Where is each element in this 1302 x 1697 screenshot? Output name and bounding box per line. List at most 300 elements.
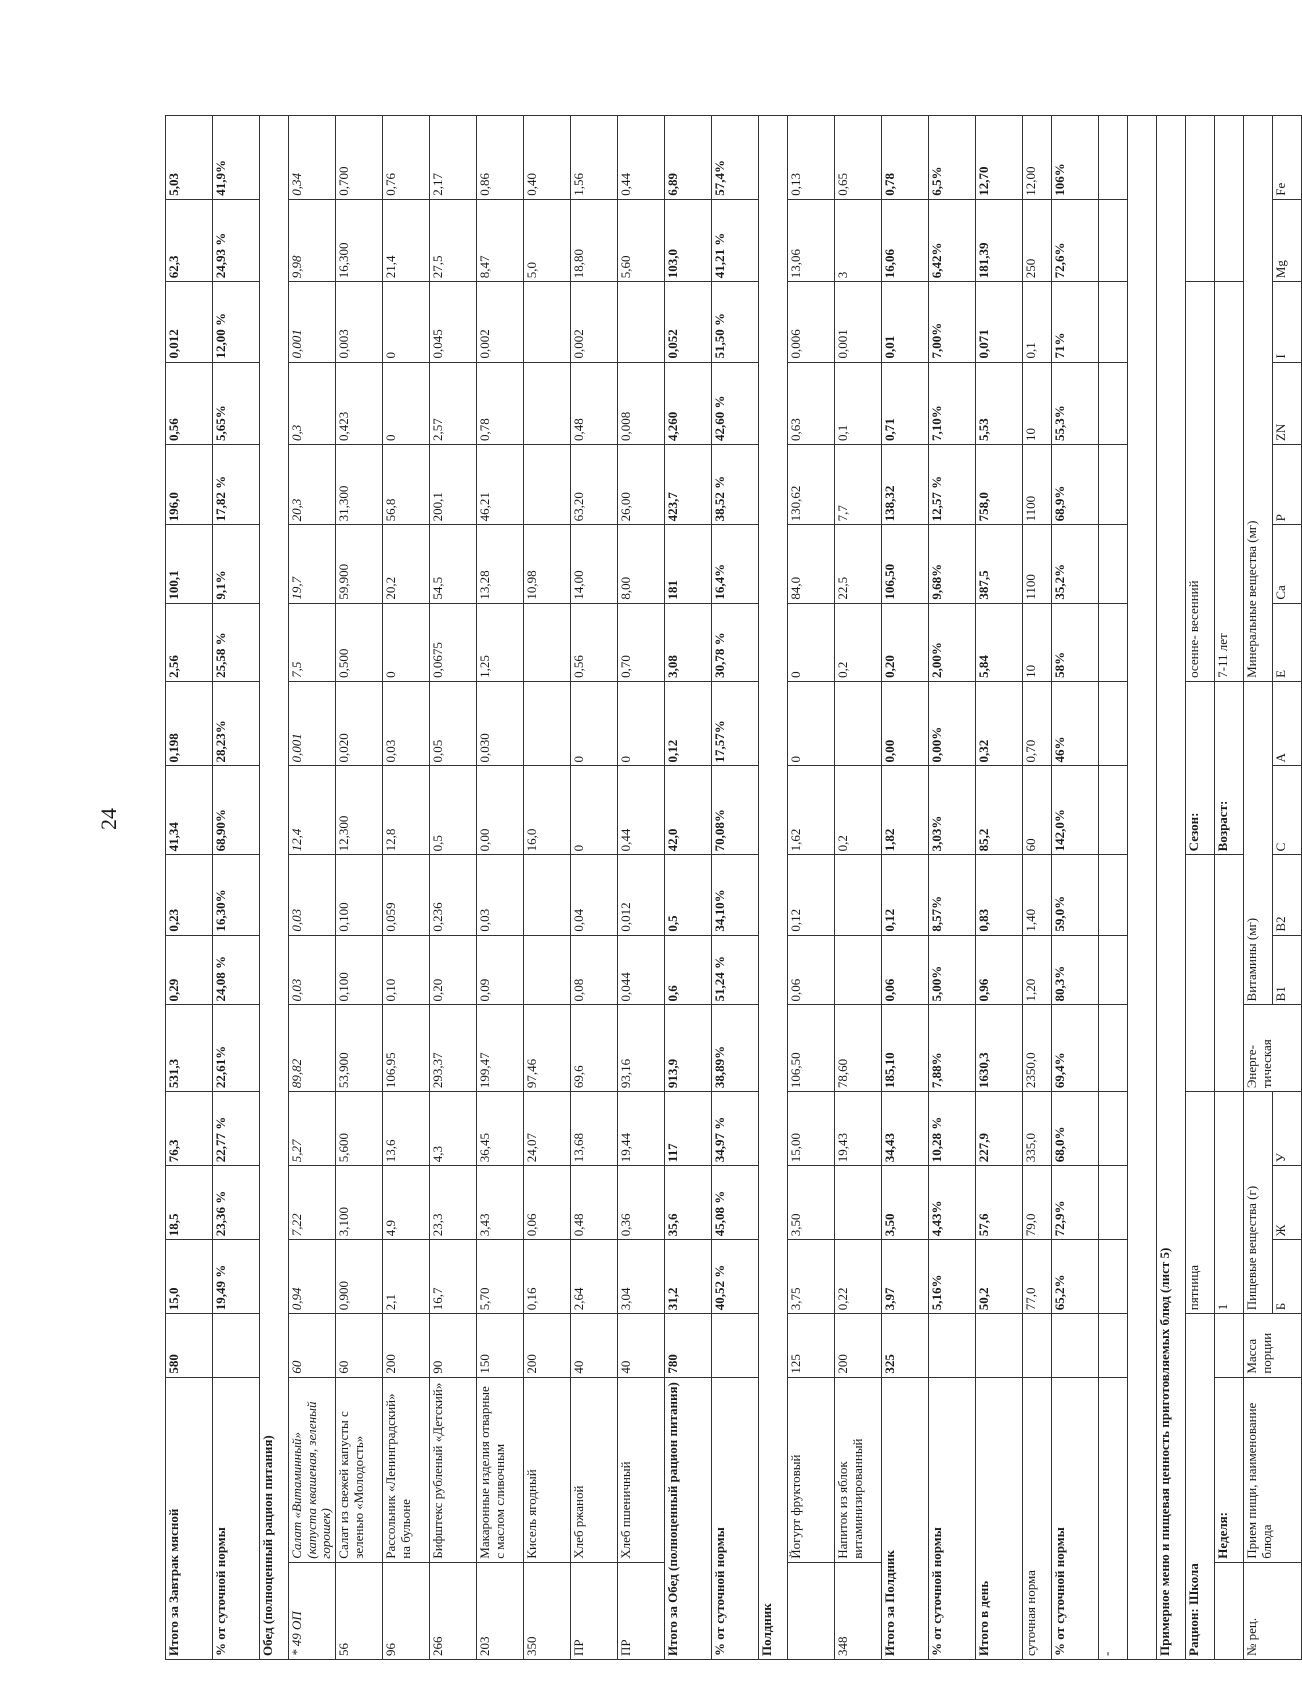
empty-row [1128,116,1157,1660]
cell-value: 0,12 [788,855,835,935]
cell-value: 23,36 % [213,1166,260,1240]
cell-value: 5,00% [929,935,976,1005]
cell-value: 80,3% [1052,935,1099,1005]
cell-value: 0,059 [383,855,430,935]
age-value: 7-11 лет [1215,282,1244,682]
cell-value: 2,64 [571,1240,618,1314]
cell-value: 0,03 [383,681,430,766]
cell-value [1099,681,1128,766]
cell-value: 0,06 [788,935,835,1005]
cell-value: 54,5 [430,525,477,603]
cell-value: 106,95 [383,1005,430,1092]
dish-name: Кисель ягодный [524,1377,571,1562]
cell-value [835,1166,882,1240]
table-row-item [618,116,665,1660]
cell-value: 79,0 [1023,1166,1052,1240]
cell-value: 196,0 [166,445,213,525]
cell-value: 0,020 [336,681,383,766]
cell-value: 0,03 [289,855,336,935]
header-nutrients: Пищевые вещества (г) [1244,1092,1273,1314]
cell-value: 17,57% [712,681,759,766]
cell-value: 0,70 [618,603,665,681]
subheader-carbs: У [1273,1092,1302,1166]
cell-value: 0 [788,603,835,681]
day-value: пятница [1186,1092,1215,1314]
table-row-item [571,116,618,1660]
cell-value: 0,09 [477,935,524,1005]
cell-value [213,1314,260,1377]
cell-value: 60 [289,1314,336,1377]
row-label: Итого за Завтрак мясной [166,1377,213,1659]
cell-value [1099,362,1128,444]
cell-value: 0 [383,362,430,444]
cell-value: 15,0 [166,1240,213,1314]
cell-value: 423,7 [665,445,712,525]
cell-value: 7,00% [929,282,976,362]
cell-value: 57,4% [712,116,759,200]
cell-value: 335,0 [1023,1092,1052,1166]
cell-value: 0,0675 [430,603,477,681]
cell-value: 531,3 [166,1005,213,1092]
cell-value: 0,44 [618,116,665,200]
subheader-fat: Ж [1273,1166,1302,1240]
season-label: Сезон: [1186,681,1215,854]
cell-value: 4,9 [383,1166,430,1240]
cell-value: 19,7 [289,525,336,603]
cell-value: 60 [1023,766,1052,855]
table-row-pct [213,116,260,1660]
cell-value: 35,6 [665,1166,712,1240]
cell-value: 0,12 [665,681,712,766]
row-label: % от суточной нормы [1052,1377,1099,1659]
cell-value: 0,052 [665,282,712,362]
cell-value: 19,43 [835,1092,882,1166]
subheader-e: E [1273,603,1302,681]
subheader-i: I [1273,282,1302,362]
cell-value: 72,6% [1052,199,1099,281]
cell-value: 0,34 [289,116,336,200]
dish-name: Рассольник «Ленинградский» на бульоне [383,1377,430,1562]
cell-value: 72,9% [1052,1166,1099,1240]
cell-value: 8,47 [477,199,524,281]
cell-value: 6,89 [665,116,712,200]
cell-value: 12,8 [383,766,430,855]
cell-value: 780 [665,1314,712,1377]
cell-value [1023,1314,1052,1377]
cell-value: 34,43 [882,1092,929,1166]
cell-value: 6,42% [929,199,976,281]
cell-value [1099,1166,1128,1240]
cell-value: 758,0 [976,445,1023,525]
table-row-item [289,116,336,1660]
cell-value: 0,00 [477,766,524,855]
cell-value: 40 [571,1314,618,1377]
cell-value: 4,43% [929,1166,976,1240]
cell-value: 0,002 [477,282,524,362]
cell-value: 14,00 [571,525,618,603]
header-portion-mass: Масса порции [1244,1314,1302,1377]
cell-value: 0 [383,282,430,362]
cell-value: 0,70 [1023,681,1052,766]
cell-value: 0,06 [524,1166,571,1240]
cell-value: 3,04 [618,1240,665,1314]
cell-value: 106,50 [882,525,929,603]
cell-value: 12,300 [336,766,383,855]
cell-value: 0,100 [336,855,383,935]
cell-value [1099,1314,1128,1377]
cell-value: 0,20 [430,935,477,1005]
subheader-a: A [1273,681,1302,766]
cell-value: 250 [1023,199,1052,281]
table-row-pct [712,116,759,1660]
dish-name: Йогурт фруктовый [788,1377,835,1562]
cell-value: 24,93 % [213,199,260,281]
section-title: Обед (полноценный рацион питания) [260,116,289,1660]
table-row-item [336,116,383,1660]
cell-value: 0,71 [882,362,929,444]
cell-value: 77,0 [1023,1240,1052,1314]
cell-value: 0 [571,681,618,766]
cell-value: 200 [835,1314,882,1377]
cell-value: 106% [1052,116,1099,200]
cell-value: 16,30% [213,855,260,935]
cell-value [1099,116,1128,200]
cell-value: 0,423 [336,362,383,444]
recipe-number: 350 [524,1562,571,1659]
cell-value: 68,0% [1052,1092,1099,1166]
cell-value: 0 [571,766,618,855]
cell-value: 34,10% [712,855,759,935]
cell-value: 41,21 % [712,199,759,281]
nutrition-table [165,115,1302,1660]
row-label: % от суточной нормы [213,1377,260,1659]
cell-value: 325 [882,1314,929,1377]
cell-value: 9,68% [929,525,976,603]
cell-value: 0,900 [336,1240,383,1314]
cell-value: 0,48 [571,1166,618,1240]
cell-value: 40 [618,1314,665,1377]
cell-value: 7,7 [835,445,882,525]
cell-value: 16,7 [430,1240,477,1314]
subheader-mg: Mg [1273,199,1302,281]
cell-value: 103,0 [665,199,712,281]
cell-value: 0 [383,603,430,681]
cell-value: 0,13 [788,116,835,200]
cell-value: 0,86 [477,116,524,200]
cell-value: 41,9% [213,116,260,200]
cell-value [1052,1314,1099,1377]
cell-value: 7,88% [929,1005,976,1092]
subheader-fe: Fe [1273,116,1302,200]
cell-value: 25,58 % [213,603,260,681]
cell-value: 125 [788,1314,835,1377]
cell-value: 7,5 [289,603,336,681]
dish-name: Хлеб ржаной [571,1377,618,1562]
row-label: % от суточной нормы [929,1377,976,1659]
cell-value [1099,282,1128,362]
cell-value: 0,00% [929,681,976,766]
table-row-item [383,116,430,1660]
cell-value: 10 [1023,362,1052,444]
cell-value: 10 [1023,603,1052,681]
cell-value: 0,1 [835,362,882,444]
cell-value: 1,40 [1023,855,1052,935]
cell-value: 0,044 [618,935,665,1005]
cell-value: 55,3% [1052,362,1099,444]
cell-value: 16,0 [524,766,571,855]
cell-value: 200 [524,1314,571,1377]
cell-value [1099,766,1128,855]
cell-value: 3 [835,199,882,281]
cell-value: 3,100 [336,1166,383,1240]
cell-value: 56,8 [383,445,430,525]
cell-value: 0,001 [289,681,336,766]
cell-value [524,282,571,362]
cell-value [835,855,882,935]
cell-value: 8,00 [618,525,665,603]
cell-value: 5,0 [524,199,571,281]
recipe-number: 96 [383,1562,430,1659]
cell-value: 19,44 [618,1092,665,1166]
cell-value [1099,1240,1128,1314]
table-row-total [665,116,712,1660]
cell-value: 22,61% [213,1005,260,1092]
cell-value: 0 [618,681,665,766]
cell-value: 23,3 [430,1166,477,1240]
cell-value: 18,5 [166,1166,213,1240]
cell-value: 24,07 [524,1092,571,1166]
cell-value: 20,3 [289,445,336,525]
cell-value [976,1314,1023,1377]
recipe-number: 56 [336,1562,383,1659]
cell-value: 2,56 [166,603,213,681]
cell-value: 10,28 % [929,1092,976,1166]
cell-value: 0,20 [882,603,929,681]
row-label: - [1099,1377,1128,1659]
row-label: Итого за Полдник [882,1377,929,1659]
table-row-plain [1023,116,1052,1660]
cell-value: 13,68 [571,1092,618,1166]
cell-value: 89,82 [289,1005,336,1092]
cell-value [1099,445,1128,525]
cell-value: 5,03 [166,116,213,200]
cell-value: 71% [1052,282,1099,362]
cell-value: 913,9 [665,1005,712,1092]
cell-value: 12,4 [289,766,336,855]
cell-value: 62,3 [166,199,213,281]
cell-value: 3,97 [882,1240,929,1314]
cell-value [1099,603,1128,681]
cell-value: 13,6 [383,1092,430,1166]
cell-value: 22,77 % [213,1092,260,1166]
cell-value: 3,50 [788,1166,835,1240]
cell-value: 3,50 [882,1166,929,1240]
table-row-pct [1052,116,1099,1660]
cell-value: 5,60 [618,199,665,281]
dish-name: Хлеб пшеничный [618,1377,665,1562]
cell-value: 0,44 [618,766,665,855]
table-row-item [835,116,882,1660]
cell-value: 100,1 [166,525,213,603]
cell-value [524,855,571,935]
cell-value: 16,300 [336,199,383,281]
cell-value: 0,00 [882,681,929,766]
cell-value [1099,525,1128,603]
cell-value: 0,22 [835,1240,882,1314]
cell-value: 0,12 [882,855,929,935]
cell-value: 0,1 [1023,282,1052,362]
cell-value: 5,27 [289,1092,336,1166]
table-row-pct [929,116,976,1660]
cell-value: 35,2% [1052,525,1099,603]
cell-value: 0,32 [976,681,1023,766]
cell-value: 4,3 [430,1092,477,1166]
cell-value: 5,84 [976,603,1023,681]
table-body [166,116,1128,1660]
cell-value: 0,700 [336,116,383,200]
age-label: Возраст: [1215,681,1244,854]
cell-value: 1100 [1023,445,1052,525]
cell-value: 0,56 [166,362,213,444]
cell-value: 0,78 [477,362,524,444]
cell-value: 6,5% [929,116,976,200]
recipe-number: 266 [430,1562,477,1659]
cell-value: 0,3 [289,362,336,444]
cell-value [835,681,882,766]
cell-value: 38,52 % [712,445,759,525]
cell-value: 199,47 [477,1005,524,1092]
cell-value: 42,60 % [712,362,759,444]
week-value: 1 [1215,1092,1244,1314]
cell-value: 57,6 [976,1166,1023,1240]
cell-value: 5,600 [336,1092,383,1166]
cell-value: 181 [665,525,712,603]
cell-value: 227,9 [976,1092,1023,1166]
cell-value: 85,2 [976,766,1023,855]
cell-value [524,445,571,525]
cell-value: 22,5 [835,525,882,603]
dish-name: Напиток из яблок витаминизированный [835,1377,882,1562]
dish-name: Бифштекс рубленый «Детский» [430,1377,477,1562]
cell-value: 0,04 [571,855,618,935]
cell-value: 0,40 [524,116,571,200]
subheader-protein: Б [1273,1240,1302,1314]
cell-value: 0,94 [289,1240,336,1314]
ration-label: Рацион: Школа [1186,1314,1215,1660]
cell-value: 10,98 [524,525,571,603]
cell-value: 0,012 [166,282,213,362]
week-label: Неделя: [1215,1377,1244,1562]
cell-value: 0,5 [665,855,712,935]
subheader-b1: B1 [1273,935,1302,1005]
recipe-number: ПР [571,1562,618,1659]
cell-value: 0,003 [336,282,383,362]
cell-value: 0,001 [289,282,336,362]
cell-value: 90 [430,1314,477,1377]
cell-value: 30,78 % [712,603,759,681]
table-row-item [524,116,571,1660]
table-row-plain [1099,116,1128,1660]
cell-value: 117 [665,1092,712,1166]
cell-value: 0,030 [477,681,524,766]
cell-value: 150 [477,1314,524,1377]
cell-value: 0,36 [618,1166,665,1240]
cell-value: 5,16% [929,1240,976,1314]
cell-value: 0,008 [618,362,665,444]
cell-value: 40,52 % [712,1240,759,1314]
cell-value: 0,05 [430,681,477,766]
table-row-total [976,116,1023,1660]
cell-value: 3,43 [477,1166,524,1240]
cell-value: 51,24 % [712,935,759,1005]
cell-value: 1,56 [571,116,618,200]
table-row-item [430,116,477,1660]
page-number: 24 [96,808,121,830]
cell-value: 142,0% [1052,766,1099,855]
cell-value: 580 [166,1314,213,1377]
cell-value: 2,1 [383,1240,430,1314]
cell-value [524,935,571,1005]
cell-value: 2,00% [929,603,976,681]
cell-value: 0,76 [383,116,430,200]
table-row-item [477,116,524,1660]
cell-value: 12,57 % [929,445,976,525]
cell-value: 20,2 [383,525,430,603]
cell-value: 0,6 [665,935,712,1005]
dish-name: Салат из свежей капусты с зеленью «Молодость» [336,1377,383,1562]
cell-value: 60 [336,1314,383,1377]
cell-value: 3,03% [929,766,976,855]
cell-value: 12,00 [1023,116,1052,200]
cell-value [524,362,571,444]
cell-value: 181,39 [976,199,1023,281]
cell-value [1099,1005,1128,1092]
recipe-number: 348 [835,1562,882,1659]
cell-value: 36,45 [477,1092,524,1166]
cell-value: 46,21 [477,445,524,525]
dish-name: Макаронные изделия отварные с маслом сливочным [477,1377,524,1562]
table-row-section [759,116,788,1660]
cell-value: 0 [788,681,835,766]
table-row-total [882,116,929,1660]
cell-value: 50,2 [976,1240,1023,1314]
header-minerals: Минеральные вещества (мг) [1244,116,1273,682]
cell-value: 0,236 [430,855,477,935]
subheader-zn: ZN [1273,362,1302,444]
cell-value: 84,0 [788,525,835,603]
header-recipe-number: № рец. [1244,1562,1302,1659]
cell-value: 41,34 [166,766,213,855]
cell-value: 0,045 [430,282,477,362]
cell-value: 31,2 [665,1240,712,1314]
cell-value: 1,82 [882,766,929,855]
cell-value: 0,01 [882,282,929,362]
cell-value: 68,90% [213,766,260,855]
cell-value: 28,23% [213,681,260,766]
cell-value: 1,62 [788,766,835,855]
cell-value: 34,97 % [712,1092,759,1166]
cell-value: 138,32 [882,445,929,525]
cell-value: 59,0% [1052,855,1099,935]
cell-value: 0,012 [618,855,665,935]
cell-value: 53,900 [336,1005,383,1092]
row-label: суточная норма [1023,1377,1052,1659]
cell-value [1099,1092,1128,1166]
cell-value: 16,06 [882,199,929,281]
header-vitamins: Витамины (мг) [1244,681,1273,1005]
cell-value: 0,29 [166,935,213,1005]
cell-value [1099,935,1128,1005]
